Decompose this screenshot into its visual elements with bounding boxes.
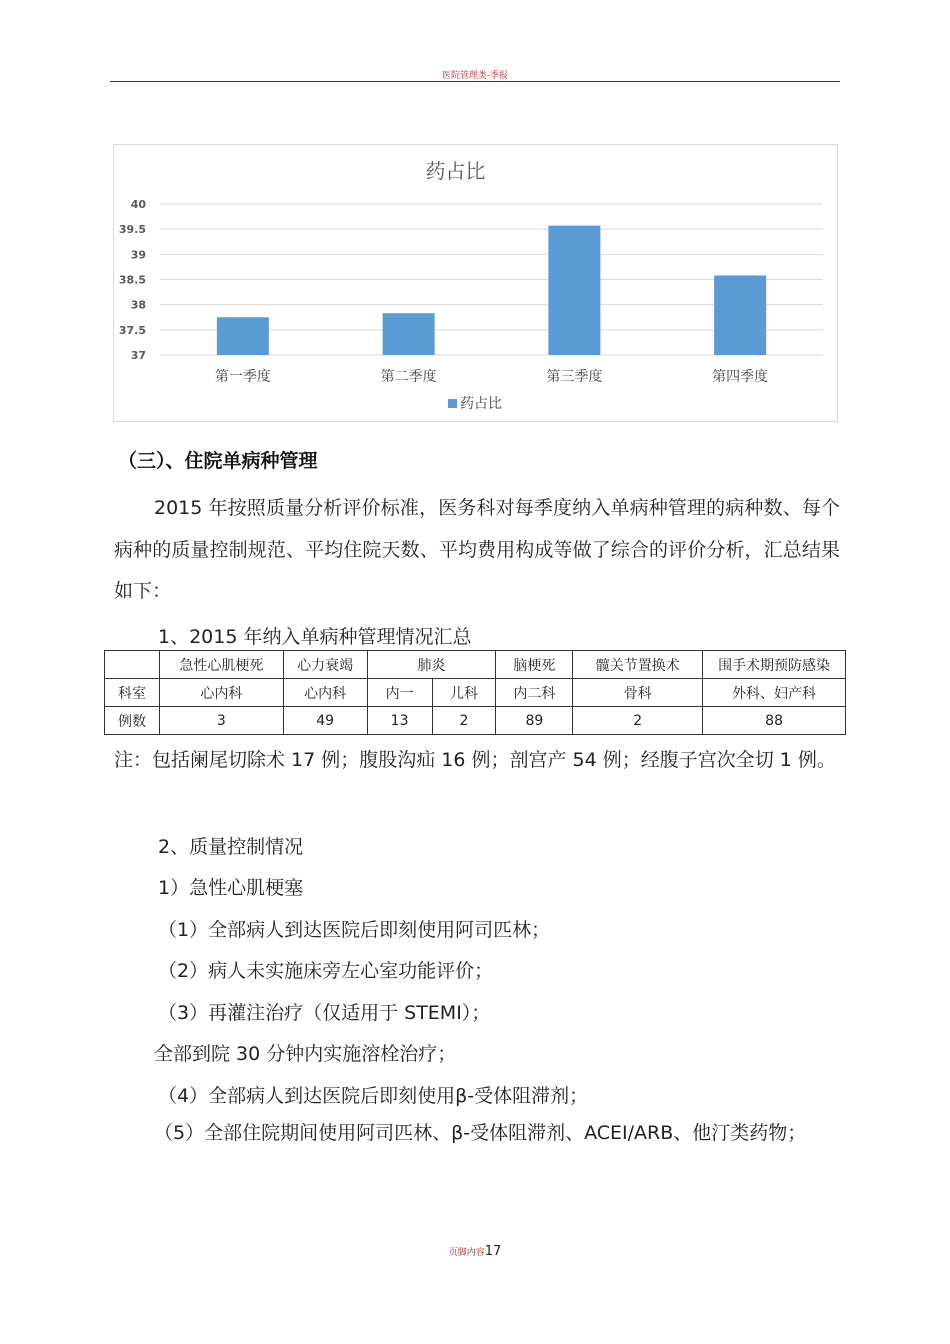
table-cell: 49 bbox=[283, 707, 367, 735]
table-cell: 内一 bbox=[367, 679, 432, 707]
bar bbox=[383, 313, 435, 355]
table-cell: 89 bbox=[496, 707, 573, 735]
row-label: 科室 bbox=[105, 679, 160, 707]
drug-ratio-chart bbox=[113, 144, 838, 422]
y-tick-label: 38 bbox=[130, 298, 146, 312]
y-tick-label: 37 bbox=[130, 349, 146, 362]
table-cell: 心内科 bbox=[283, 679, 367, 707]
table-cell: 心内科 bbox=[159, 679, 283, 707]
table-header-cell: 脑梗死 bbox=[496, 651, 573, 679]
page-number: 17 bbox=[484, 1244, 502, 1259]
table-header-cell: 围手术期预防感染 bbox=[703, 651, 846, 679]
bar bbox=[217, 317, 269, 355]
item-lv-evaluation: （2）病人未实施床旁左心室功能评价； bbox=[158, 960, 494, 982]
item-aspirin: （1）全部病人到达医院后即刻使用阿司匹林； bbox=[158, 919, 551, 941]
row-label: 例数 bbox=[105, 707, 160, 735]
table-header-cell: 髋关节置换术 bbox=[573, 651, 703, 679]
item-reperfusion: （3）再灌注治疗（仅适用于 STEMI）； bbox=[158, 1002, 491, 1024]
table-cell: 3 bbox=[159, 707, 283, 735]
item-beta-blocker: （4）全部病人到达医院后即刻使用β-受体阻滞剂； bbox=[158, 1085, 589, 1107]
x-tick-label: 第二季度 bbox=[380, 369, 437, 385]
bar bbox=[548, 226, 600, 355]
legend-swatch bbox=[448, 399, 457, 408]
header-rule bbox=[110, 81, 840, 82]
heading-quality-control: 2、质量控制情况 bbox=[158, 836, 304, 858]
item-discharge-medications bbox=[114, 1113, 840, 1155]
chart-svg bbox=[114, 145, 837, 421]
disease-table bbox=[104, 650, 846, 735]
table-header-cell bbox=[105, 651, 160, 679]
bar bbox=[714, 275, 766, 355]
table-cell: 2 bbox=[573, 707, 703, 735]
y-tick-label: 39 bbox=[130, 248, 146, 262]
footer-label: 页脚内容 bbox=[448, 1248, 485, 1258]
intro-paragraph bbox=[114, 488, 840, 613]
table-cell: 骨科 bbox=[573, 679, 703, 707]
section-title: （三）、住院单病种管理 bbox=[118, 450, 318, 472]
y-tick-label: 37.5 bbox=[118, 323, 146, 337]
item-thrombolysis: 全部到院 30 分钟内实施溶栓治疗； bbox=[154, 1043, 457, 1065]
table-caption: 1、2015 年纳入单病种管理情况汇总 bbox=[158, 626, 472, 648]
page-header: 医院管理类-季报 bbox=[441, 71, 509, 81]
table-row-dept bbox=[105, 679, 846, 707]
y-tick-label: 40 bbox=[130, 198, 146, 211]
table-cell: 内二科 bbox=[496, 679, 573, 707]
x-tick-label: 第一季度 bbox=[214, 369, 271, 385]
page-footer bbox=[0, 1244, 950, 1259]
y-tick-label: 39.5 bbox=[118, 223, 146, 237]
note-paragraph: 注：包括阑尾切除术 17 例；腹股沟疝 16 例；剖宫产 54 例；经腹子宫次全切 1 例。 bbox=[114, 749, 836, 771]
chart-title: 药占比 bbox=[425, 159, 486, 183]
table-header-row bbox=[105, 651, 846, 679]
table-cell: 13 bbox=[367, 707, 432, 735]
table-row-count bbox=[105, 707, 846, 735]
table-header-cell: 急性心肌梗死 bbox=[159, 651, 283, 679]
table-cell: 2 bbox=[432, 707, 496, 735]
y-tick-label: 38.5 bbox=[118, 273, 146, 287]
table-cell: 88 bbox=[703, 707, 846, 735]
table-cell: 儿科 bbox=[432, 679, 496, 707]
x-tick-label: 第三季度 bbox=[546, 369, 603, 385]
table-header-cell: 心力衰竭 bbox=[283, 651, 367, 679]
heading-ami: 1）急性心肌梗塞 bbox=[158, 877, 304, 899]
item-discharge-text: （5）全部住院期间使用阿司匹林、β-受体阻滞剂、ACEI/ARB、他汀类药物； bbox=[154, 1122, 807, 1144]
table-cell: 外科、妇产科 bbox=[703, 679, 846, 707]
legend-label: 药占比 bbox=[460, 396, 502, 412]
table-header-cell: 肺炎 bbox=[367, 651, 496, 679]
intro-text: 2015 年按照质量分析评价标准，医务科对每季度纳入单病种管理的病种数、每个病种的质量控制规范、平均住院天数、平均费用构成等做了综合的评价分析，汇总结果如下： bbox=[114, 497, 840, 602]
x-tick-label: 第四季度 bbox=[712, 369, 769, 385]
